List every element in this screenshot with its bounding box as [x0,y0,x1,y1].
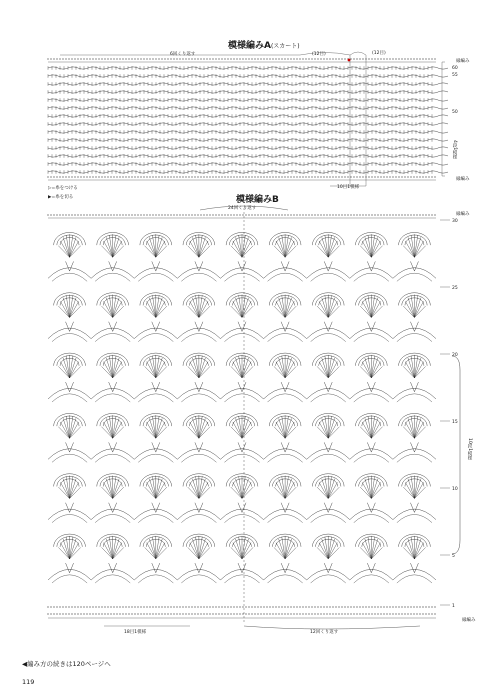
chart-b-fan-spokes [274,476,296,499]
chart-b-pineapple-tip [109,503,117,513]
chart-b-pineapple-tip [281,442,289,452]
chart-b-pineapple-tip [367,261,375,271]
chart-b-lattice-arch-inner [138,575,173,583]
chart-b-bottom-left-repeat: 18目1模様 [124,630,147,635]
chart-b-lattice-arch-inner [95,334,130,342]
chart-b-pineapple-tip [66,382,74,392]
legend-cut-yarn: ▶=糸を切る [48,195,74,200]
chart-b-fan-spokes [188,355,210,378]
chart-b-lattice-arch-inner [311,334,346,342]
chart-b-pineapple-tip [410,261,418,271]
legend-join-yarn: ▷=糸をつける [48,186,78,191]
chart-b-lattice-arch-inner [224,394,259,402]
chart-b-lattice-arch-inner [224,575,259,583]
chart-b-pineapple-tip [238,503,246,513]
chart-b-pineapple-tip [109,382,117,392]
chart-b-fan-spokes [145,234,167,257]
chart-b-fan-spokes [274,415,296,438]
chart-b-lattice-arch-inner [138,454,173,462]
chart-b-bottom-right-repeat: 12回くり返す [310,630,339,635]
chart-b-lattice-arch-inner [95,575,130,583]
chart-b-pineapple-tip [324,503,332,513]
chart-b-pineapple-tip [281,563,289,573]
chart-b-pineapple-tip [66,563,74,573]
chart-b-row-label-25: 25 [452,286,458,291]
chart-b-fan-spokes [58,295,80,318]
chart-b-lattice-arch-inner [181,394,216,402]
chart-b-pineapple-tip [410,382,418,392]
chart-b-pineapple-tip [410,322,418,332]
chart-b-fan-spokes [101,355,123,378]
chart-b-fan-spokes [317,415,339,438]
chart-b-fan-spokes [360,234,382,257]
chart-b-fan-spokes [101,476,123,499]
chart-b-row-label-30: 30 [452,219,458,224]
chart-b-lattice-arch-inner [354,334,389,342]
chart-b-row-brace [452,356,460,554]
chart-b-lattice-arch-inner [181,454,216,462]
chart-a-row-label-border-top: 縁編み [456,59,470,64]
chart-a-row-label-50: 50 [452,110,458,115]
chart-b-lattice-arch-inner [224,515,259,523]
chart-b-pineapple-tip [367,563,375,573]
chart-b-pineapple-tip [195,442,203,452]
chart-a-row-label-border-bottom: 縁編み [456,177,470,182]
chart-b-fan-spokes [403,234,425,257]
chart-b-lattice-arch-inner [397,454,432,462]
chart-b-fan-spokes [231,295,253,318]
chart-b-fan-spokes [188,415,210,438]
chart-b-row-label-10: 10 [452,487,458,492]
chart-b-edge-row-bottom [48,606,435,608]
chart-b-edge-row-top [48,214,435,216]
chart-b-fan-spokes [403,295,425,318]
chart-b-pineapple-tip [324,322,332,332]
chart-b-pineapple-tip [324,382,332,392]
chart-b-lattice-arch-inner [52,273,87,281]
chart-b-pineapple-tip [367,322,375,332]
chart-b-fan-spokes [58,234,80,257]
chart-b-lattice-arch-inner [52,394,87,402]
chart-b-pineapple-tip [152,261,160,271]
chart-a-row-label-repeat: 4段1模様 [452,140,457,160]
chart-b-pineapple-tip [281,322,289,332]
chart-b-fan-spokes [360,415,382,438]
chart-b-pineapple-tip [195,563,203,573]
chart-b-lattice-arch-inner [52,454,87,462]
chart-b-pineapple-tip [195,322,203,332]
chart-b-pineapple-tip [152,442,160,452]
chart-b-fan-spokes [360,355,382,378]
chart-b-lattice-arch-inner [95,515,130,523]
chart-b-pineapple-tip [238,322,246,332]
chart-b-pineapple-tip [152,382,160,392]
chart-b-row-label-repeat: 10段1模様 [467,438,472,461]
continuation-note: ◀編み方の続きは120ページへ [22,660,111,668]
chart-b-lattice-arch-inner [138,273,173,281]
chart-b-pineapple-tip [109,261,117,271]
chart-b-lattice-arch-inner [95,394,130,402]
chart-b-fan-spokes [317,476,339,499]
chart-b-lattice-arch-inner [397,575,432,583]
chart-b-lattice-arch-inner [311,394,346,402]
chart-b-row-ticks [440,220,450,605]
chart-b-fan-spokes [360,295,382,318]
chart-b-pineapple-tip [281,382,289,392]
chart-a-row-label-60: 60 [452,66,458,71]
chart-b-lattice-arch-inner [397,515,432,523]
chart-b-lattice-arch-inner [181,334,216,342]
chart-b-lattice-arch-inner [354,454,389,462]
chart-b-fan-spokes [101,295,123,318]
chart-b-pineapple-tip [152,503,160,513]
chart-b-fan-spokes [58,476,80,499]
chart-b-pineapple-tip [238,442,246,452]
chart-b-lattice-arch-inner [95,273,130,281]
chart-b-fan-spokes [231,234,253,257]
chart-b-pineapple-tip [66,261,74,271]
chart-b-lattice-arch-inner [311,575,346,583]
chart-b-lattice-arch-inner [397,273,432,281]
chart-b-pineapple-tip [152,322,160,332]
chart-b-title: 模様編みB [236,195,279,205]
chart-b-lattice-arch-inner [354,515,389,523]
chart-b-fan-spokes [188,234,210,257]
chart-b-pineapple-tip [66,503,74,513]
chart-b-lattice-arch-inner [268,454,303,462]
page-number: 119 [22,678,35,686]
chart-b-lattice-arch-inner [138,394,173,402]
chart-b-fan-spokes [145,536,167,559]
chart-b-fan-spokes [145,295,167,318]
chart-b-pineapple-tip [195,382,203,392]
chart-b-lattice-arch-inner [224,454,259,462]
chart-b-fan-spokes [403,476,425,499]
chart-b-lattice-arch-inner [52,515,87,523]
chart-b-fan-spokes [58,415,80,438]
chart-b-lattice-arch-inner [181,575,216,583]
chart-b-fan-spokes [360,476,382,499]
chart-b-pineapple-tip [66,322,74,332]
chart-b-pineapple-tip [66,442,74,452]
chart-b-lattice-arch-inner [268,334,303,342]
chart-b-fan-spokes [317,295,339,318]
chart-b-lattice-arch-inner [354,575,389,583]
chart-a-title: 模様編みA(スカート) [228,41,300,51]
chart-a-subtitle: (スカート) [270,43,300,50]
chart-b-row-label-1: 1 [452,604,455,609]
chart-b-lattice-arch-inner [52,575,87,583]
chart-b-pineapple-tip [195,503,203,513]
chart-b-fan-spokes [403,415,425,438]
chart-b-lattice-arch-inner [311,515,346,523]
chart-a-repeat-mid: (12目) [312,52,326,57]
chart-b-fan-spokes [231,536,253,559]
chart-b-fan-spokes [188,476,210,499]
chart-b-lattice-arch-inner [268,575,303,583]
chart-b-fan-spokes [274,234,296,257]
chart-b-pineapple-tip [324,442,332,452]
chart-b-fan-spokes [317,355,339,378]
chart-b-lattice-arch-inner [224,273,259,281]
chart-b-pineapple-tip [238,563,246,573]
chart-b-lattice-arch-inner [354,394,389,402]
chart-b-fan-spokes [274,295,296,318]
chart-b-edge-row-base [48,613,435,615]
chart-b-pineapple-tip [410,503,418,513]
chart-b-row-label-border-bottom: 縁編み [462,618,476,623]
chart-b-repeat-top: 24回くり返す [228,206,257,211]
chart-b-lattice-arch-inner [268,273,303,281]
chart-b-pineapple-tip [238,382,246,392]
chart-b-lattice-arch-inner [268,394,303,402]
chart-b-pineapple-tip [324,261,332,271]
chart-b-lattice-arch-inner [138,334,173,342]
chart-b-pineapple-tip [109,563,117,573]
chart-b-pineapple-tip [195,261,203,271]
chart-b-lattice-arch-inner [354,273,389,281]
chart-a-row-label-55: 55 [452,73,458,78]
chart-a-bottom-repeat: 10目1模様 [337,185,360,190]
chart-b-pineapple-tip [367,442,375,452]
chart-b-fan-spokes [403,355,425,378]
chart-b-fan-spokes [231,355,253,378]
chart-b-pineapple-tip [281,261,289,271]
chart-b-fan-spokes [317,536,339,559]
chart-b-row-label-20: 20 [452,353,458,358]
chart-a-repeat-right: (12目) [372,51,386,56]
chart-b-lattice-arch-inner [397,394,432,402]
chart-b-row-label-border-top: 縁編み [456,212,470,217]
chart-b-lattice-arch-inner [181,515,216,523]
chart-b-fan-spokes [101,415,123,438]
chart-b-lattice-arch-inner [224,334,259,342]
chart-b-pineapple-tip [152,563,160,573]
chart-b-fan-spokes [317,234,339,257]
chart-b-lattice-arch-inner [95,454,130,462]
chart-b-fan-spokes [231,476,253,499]
chart-b-lattice-arch-inner [138,515,173,523]
chart-b-row-label-5: 5 [452,554,455,559]
chart-b-fan-spokes [188,295,210,318]
chart-b-pineapple-tip [324,563,332,573]
chart-b-fan-spokes [145,476,167,499]
chart-b-pineapple-tip [367,503,375,513]
chart-b-pineapple-tip [109,322,117,332]
chart-b-pineapple-tip [109,442,117,452]
chart-b-lattice-arch-inner [311,273,346,281]
chart-b-fan-spokes [58,355,80,378]
chart-b-fan-spokes [101,536,123,559]
chart-a-repeat-left: 6回くり返す [170,52,196,57]
chart-b-fan-spokes [58,536,80,559]
chart-b-fan-spokes [101,234,123,257]
chart-b-lattice-arch-inner [268,515,303,523]
chart-b-pineapple-tip [367,382,375,392]
chart-b-pineapple-tip [281,503,289,513]
chart-b-row-label-15: 15 [452,420,458,425]
chart-b-pineapple-tip [238,261,246,271]
chart-b-fan-spokes [403,536,425,559]
chart-b-fan-spokes [145,355,167,378]
chart-b-fan-spokes [360,536,382,559]
chart-b-fan-spokes [145,415,167,438]
chart-b-fan-spokes [231,415,253,438]
chart-b-fan-spokes [274,536,296,559]
chart-b-fan-spokes [188,536,210,559]
chart-b-lattice-arch-inner [397,334,432,342]
chart-b-lattice-arch-inner [311,454,346,462]
chart-b-pineapple-tip [410,563,418,573]
chart-b-pineapple-tip [410,442,418,452]
chart-b-fan-spokes [274,355,296,378]
chart-b-lattice-arch-inner [52,334,87,342]
chart-b-lattice-arch-inner [181,273,216,281]
